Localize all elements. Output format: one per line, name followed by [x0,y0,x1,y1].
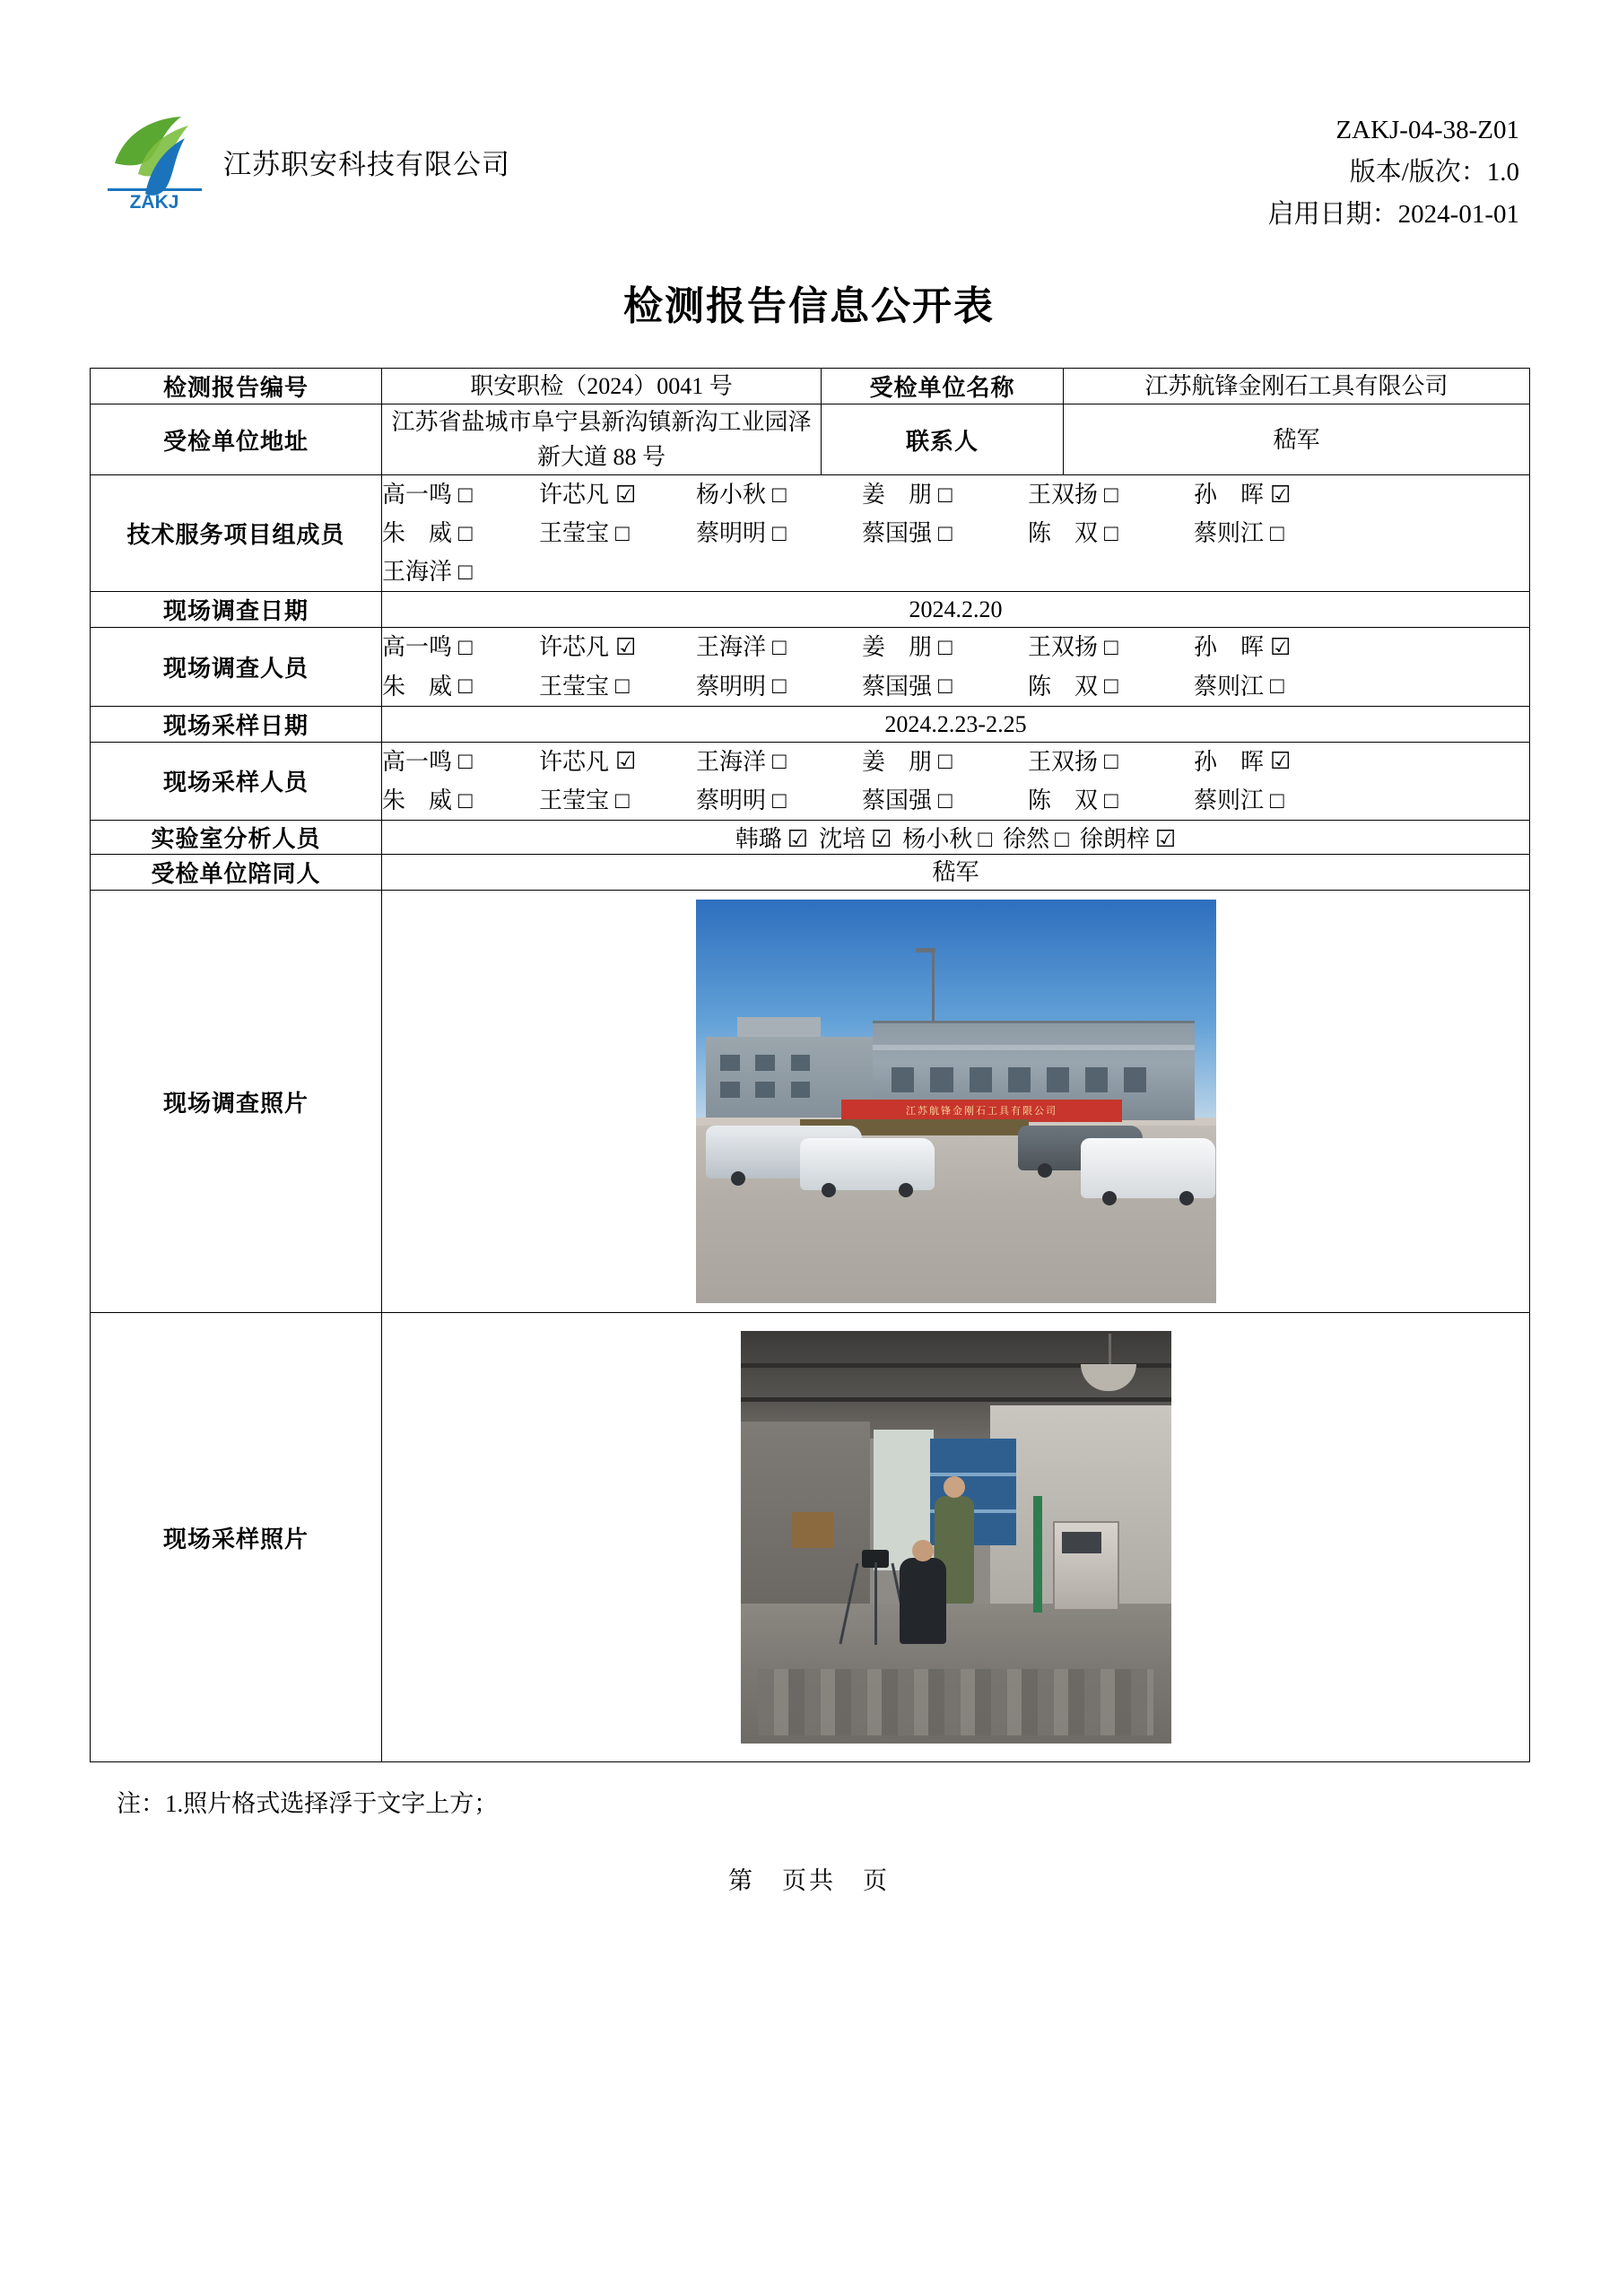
escort-value: 嵇军 [382,855,1530,891]
member-name: 孙 晖 [1194,482,1265,508]
lab-staff-item[interactable] [735,826,808,852]
member-name: 朱 威 [382,787,453,813]
member-name: 高一鸣 [382,634,453,661]
machine-unit [1053,1521,1119,1611]
member-checkbox[interactable]: □ [1104,673,1118,700]
member-checkbox-item[interactable] [862,667,1028,706]
lab-staff-checkbox[interactable]: □ [978,826,993,853]
member-checkbox[interactable]: ☑ [615,748,637,775]
lab-staff-item[interactable] [1003,826,1069,852]
survey-staff-label: 现场调查人员 [91,628,382,706]
member-checkbox[interactable]: □ [772,673,787,700]
member-checkbox[interactable]: □ [1104,787,1118,813]
table-row [91,404,1530,475]
member-checkbox[interactable]: □ [1104,634,1118,661]
floor-clutter [758,1669,1154,1735]
member-checkbox[interactable]: □ [772,748,787,775]
survey-date-value: 2024.2.20 [382,592,1530,628]
member-name: 高一鸣 [382,482,453,508]
member-checkbox[interactable]: □ [458,748,473,775]
member-checkbox-item[interactable] [696,743,862,781]
member-name: 杨小秋 [696,482,767,508]
lab-staff-checkbox[interactable]: □ [1055,826,1069,853]
member-row [382,667,1529,706]
survey-staff-group[interactable] [382,628,1530,706]
sampling-date-label: 现场采样日期 [91,706,382,742]
member-checkbox-item[interactable] [539,743,696,781]
member-checkbox[interactable]: ☑ [1270,634,1292,661]
member-name: 王莹宝 [539,520,610,547]
member-checkbox-item[interactable] [382,552,539,591]
member-checkbox-item[interactable] [1028,781,1194,820]
lab-staff-item[interactable] [902,826,992,852]
member-row [382,743,1529,781]
svg-text:ZAKJ: ZAKJ [129,192,179,211]
sampling-date-value: 2024.2.23-2.25 [382,706,1530,742]
member-checkbox-item[interactable] [696,781,862,820]
member-checkbox[interactable]: □ [1270,787,1284,813]
lab-staff-name: 杨小秋 [902,826,973,853]
member-checkbox-item[interactable] [1194,781,1360,820]
member-checkbox-item[interactable] [382,781,539,820]
member-name: 蔡则江 [1194,787,1265,813]
member-checkbox-item[interactable] [382,667,539,706]
member-checkbox[interactable]: □ [772,634,787,661]
member-checkbox[interactable]: □ [772,787,787,813]
sampling-photo-cell [382,1313,1530,1762]
member-row [382,552,1529,591]
doc-code: ZAKJ-04-38-Z01 [1335,116,1519,144]
lab-staff-item[interactable] [819,826,892,852]
member-checkbox[interactable]: □ [1104,519,1118,546]
member-checkbox-item[interactable] [1028,743,1194,781]
member-checkbox-item[interactable] [382,514,539,552]
page-footer: 第 页共 页 [728,1867,890,1895]
team-label: 技术服务项目组成员 [91,475,382,592]
member-name: 王海洋 [696,634,767,661]
note-text: 注：1.照片格式选择浮于文字上方； [117,1790,499,1818]
member-checkbox[interactable]: □ [772,519,787,546]
member-row [382,781,1529,820]
member-checkbox[interactable]: □ [938,748,953,775]
member-checkbox-item[interactable] [1028,628,1194,666]
lab-staff-name: 徐朗梓 [1079,826,1150,853]
member-name: 姜 朋 [862,482,933,508]
member-checkbox-item[interactable] [382,475,539,514]
member-checkbox-item[interactable] [382,743,539,781]
member-name: 王莹宝 [539,673,610,700]
worker-seated [900,1558,946,1644]
member-checkbox[interactable]: □ [458,519,473,546]
member-checkbox-item[interactable] [539,628,696,666]
member-name: 高一鸣 [382,748,453,775]
lab-staff-checkbox[interactable]: ☑ [787,826,809,853]
member-row [382,628,1529,666]
member-checkbox[interactable]: □ [458,481,473,508]
member-checkbox-item[interactable] [696,628,862,666]
info-table [90,368,1530,1762]
member-checkbox-item[interactable] [862,628,1028,666]
member-name: 王双扬 [1028,748,1099,775]
table-row [91,891,1530,1313]
report-no-label: 检测报告编号 [91,369,382,404]
member-name: 王双扬 [1028,482,1099,508]
survey-date-label: 现场调查日期 [91,592,382,628]
table-row [91,706,1530,742]
member-checkbox[interactable]: ☑ [615,634,637,661]
survey-photo [696,900,1216,1303]
parked-car [800,1138,935,1191]
member-checkbox[interactable]: □ [458,558,473,585]
parked-car [1081,1138,1216,1199]
green-post [1033,1496,1042,1613]
member-name: 蔡明明 [696,673,767,700]
member-checkbox[interactable]: □ [1104,748,1118,775]
sampling-photo [741,1331,1171,1744]
member-checkbox-item[interactable] [862,781,1028,820]
table-row [91,821,1530,855]
report-no-value: 职安职检（2024）0041 号 [382,369,822,404]
member-name: 许芯凡 [539,482,610,508]
member-checkbox-item[interactable] [862,743,1028,781]
member-checkbox[interactable]: □ [458,673,473,700]
member-checkbox[interactable]: ☑ [1270,481,1292,508]
sampling-staff-group[interactable] [382,742,1530,820]
member-checkbox-item[interactable] [696,667,862,706]
member-checkbox[interactable]: ☑ [615,481,637,508]
member-checkbox[interactable]: □ [938,673,953,700]
member-checkbox-item[interactable] [1028,514,1194,552]
member-name: 蔡国强 [862,520,933,547]
client-name-label: 受检单位名称 [822,369,1064,404]
member-checkbox-item[interactable] [1194,514,1360,552]
member-checkbox[interactable]: □ [938,519,953,546]
member-name: 蔡明明 [696,520,767,547]
member-checkbox[interactable]: □ [615,673,630,700]
member-name: 姜 朋 [862,634,933,661]
member-checkbox[interactable]: □ [1270,519,1284,546]
member-name: 王双扬 [1028,634,1099,661]
member-checkbox[interactable]: □ [938,481,953,508]
member-name: 姜 朋 [862,748,933,775]
table-row [91,742,1530,820]
member-name: 陈 双 [1028,673,1099,700]
member-checkbox-item[interactable] [539,667,696,706]
lab-staff-name: 韩璐 [735,826,782,853]
table-row [91,1313,1530,1762]
member-checkbox[interactable]: □ [772,481,787,508]
brand-block [99,108,510,211]
contact-value: 嵇军 [1064,404,1530,475]
client-address-label: 受检单位地址 [91,404,382,475]
member-checkbox[interactable]: □ [458,787,473,813]
member-checkbox-item[interactable] [539,514,696,552]
lab-staff-checkbox[interactable]: ☑ [1154,826,1177,853]
sampling-photo-label: 现场采样照片 [91,1313,382,1762]
table-row [91,475,1530,592]
member-name: 蔡国强 [862,787,933,813]
member-checkbox[interactable]: □ [1270,673,1284,700]
table-row [91,855,1530,891]
member-name: 蔡明明 [696,787,767,813]
survey-photo-label: 现场调查照片 [91,891,382,1313]
member-checkbox-item[interactable] [539,475,696,514]
table-row [91,628,1530,706]
member-checkbox[interactable]: □ [1104,481,1118,508]
member-row [382,475,1529,514]
member-name: 蔡则江 [1194,673,1265,700]
member-name: 朱 威 [382,673,453,700]
member-checkbox-item[interactable] [862,475,1028,514]
member-checkbox-item[interactable] [1194,667,1360,706]
member-name: 孙 晖 [1194,634,1265,661]
member-checkbox-item[interactable] [1028,667,1194,706]
page-title: 检测报告信息公开表 [623,284,995,328]
client-name-value: 江苏航锋金刚石工具有限公司 [1064,369,1530,404]
table-row [91,592,1530,628]
sampling-tripod [844,1562,907,1645]
member-checkbox[interactable]: □ [458,634,473,661]
factory-banner: 江苏航锋金刚石工具有限公司 [841,1100,1122,1122]
client-address-value: 江苏省盐城市阜宁县新沟镇新沟工业园泽新大道 88 号 [382,404,822,475]
header-meta [1268,109,1519,236]
member-checkbox[interactable]: ☑ [1270,748,1292,775]
member-row [382,514,1529,552]
member-name: 许芯凡 [539,634,610,661]
member-name: 陈 双 [1028,787,1099,813]
lab-staff-group[interactable] [382,821,1530,855]
member-name: 孙 晖 [1194,748,1265,775]
member-name: 蔡则江 [1194,520,1265,547]
member-checkbox[interactable]: □ [615,519,630,546]
member-checkbox[interactable]: □ [938,787,953,813]
member-checkbox-item[interactable] [1194,743,1360,781]
company-name: 江苏职安科技有限公司 [223,149,510,180]
member-checkbox-item[interactable] [862,514,1028,552]
member-checkbox-item[interactable] [1028,475,1194,514]
member-checkbox-item[interactable] [696,475,862,514]
doc-version: 版本/版次：1.0 [1349,157,1519,187]
member-checkbox-item[interactable] [696,514,862,552]
lab-staff-checkbox[interactable]: ☑ [871,826,892,853]
escort-label: 受检单位陪同人 [91,855,382,891]
crate [792,1512,833,1548]
member-checkbox[interactable]: □ [615,787,630,813]
member-checkbox[interactable]: □ [938,634,953,661]
member-name: 许芯凡 [539,748,610,775]
member-name: 王莹宝 [539,787,610,813]
lab-staff-item[interactable] [1080,826,1176,852]
member-checkbox-item[interactable] [1194,475,1360,514]
lab-staff-name: 徐然 [1003,826,1050,853]
survey-photo-cell [382,891,1530,1313]
member-checkbox-item[interactable] [1194,628,1360,666]
lab-staff-name: 沈培 [819,826,866,853]
contact-label: 联系人 [822,404,1064,475]
member-checkbox-item[interactable] [382,628,539,666]
sampling-staff-label: 现场采样人员 [91,742,382,820]
member-checkbox-item[interactable] [539,781,696,820]
member-name: 蔡国强 [862,673,933,700]
member-name: 朱 威 [382,520,453,547]
team-members-group[interactable] [382,475,1530,592]
table-row [91,369,1530,404]
member-name: 陈 双 [1028,520,1099,547]
member-name: 王海洋 [696,748,767,775]
lab-staff-label: 实验室分析人员 [91,821,382,855]
zakj-logo-icon [99,108,211,211]
doc-effective-date: 启用日期：2024-01-01 [1267,199,1519,229]
member-name: 王海洋 [382,559,453,586]
page-header [99,108,1519,229]
